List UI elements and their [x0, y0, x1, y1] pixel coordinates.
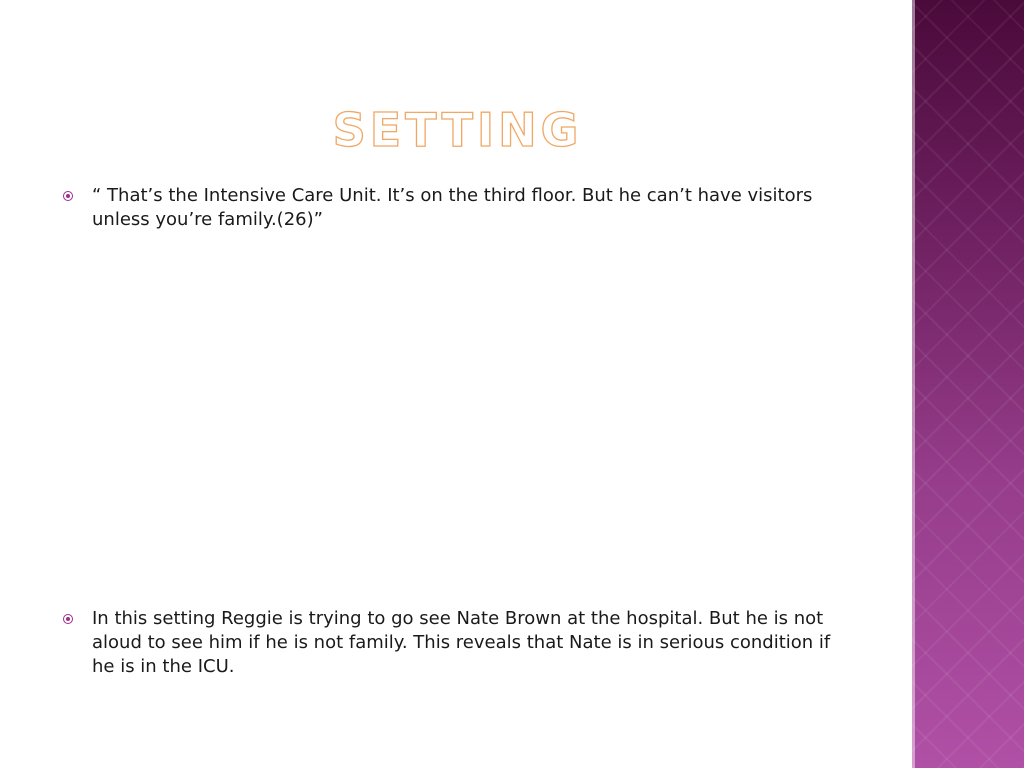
circled-dot-bullet-icon [62, 607, 92, 631]
decorative-side-band [912, 0, 1024, 768]
slide-title: SETTING [332, 103, 583, 157]
bullet-item [62, 607, 842, 679]
circled-dot-bullet-icon [62, 184, 92, 208]
bullet-text: In this setting Reggie is trying to go see Nate Brown at the hospital. But he is not aloud to see him if he is not family. This reveals that Nate is in serious condition if he is in the ICU. [92, 608, 831, 677]
bullet-item [62, 184, 842, 232]
bullet-text: “ That’s the Intensive Care Unit. It’s on the third floor. But he can’t have visitors unless you’re family.(26)” [92, 185, 813, 230]
